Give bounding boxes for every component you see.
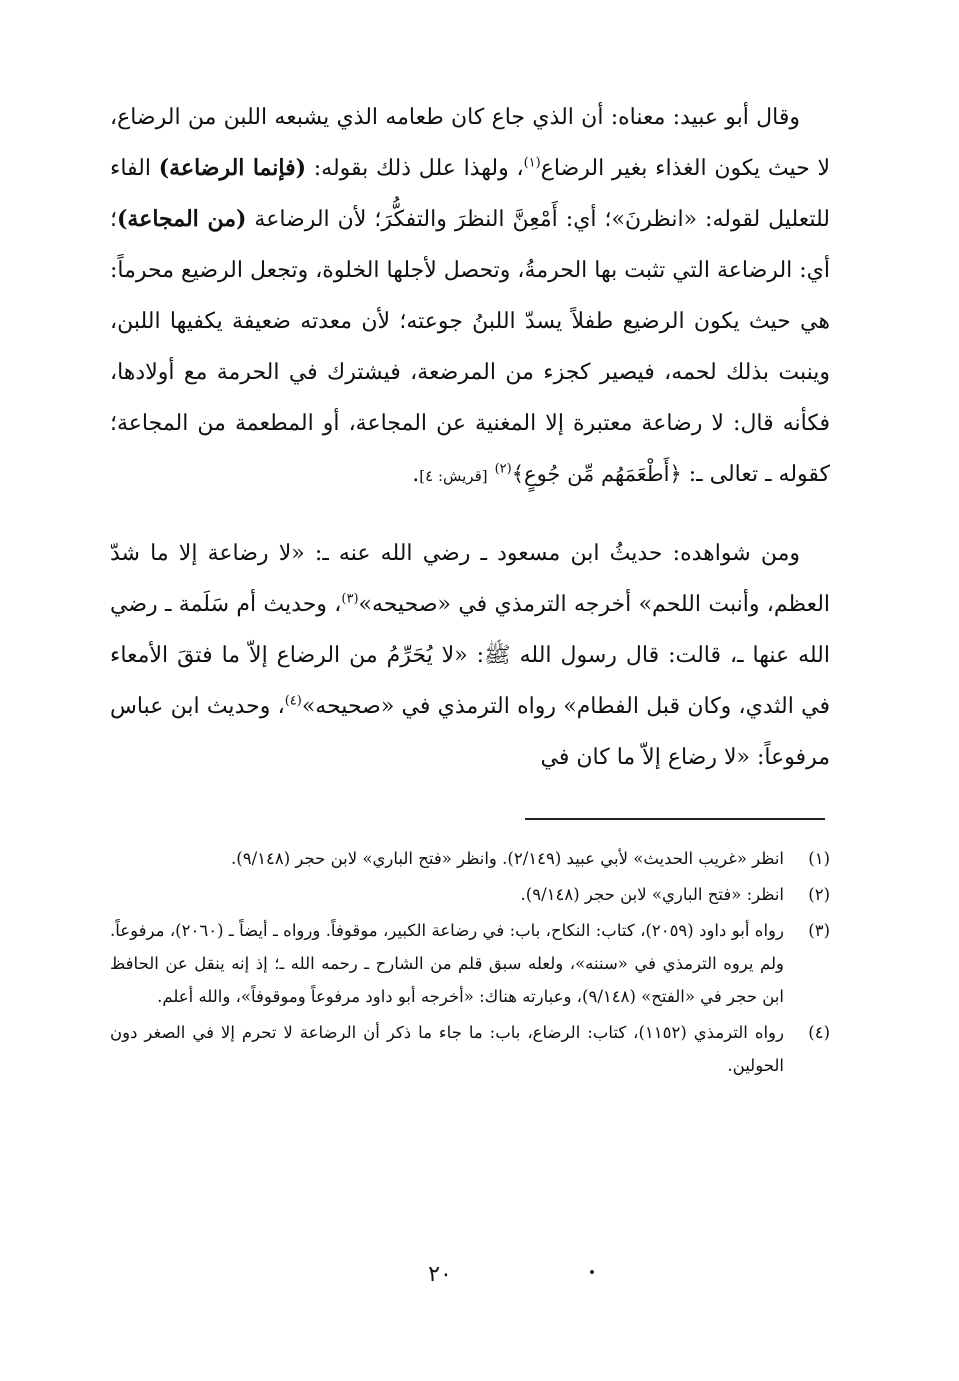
footnotes <box>110 842 830 1085</box>
paragraph-2 <box>110 528 830 783</box>
footnote-number: (٢) <box>808 885 830 904</box>
bold-term-1: (فإنما الرضاعة) <box>158 155 306 181</box>
footnote-2 <box>110 878 830 911</box>
p1-text-4: ؛ أي: الرضاعة التي تثبت بها الحرمةُ، وتحصل لأجلها الخلوة، وتجعل الرضيع محرماً: هي حيث يكون الرضيع طفلاً يسدّ اللبنُ جوعته؛ لأن معدته ضعيفة يكفيها اللبن، وينبت بذلك لحمه، فيصير كجزء من المرضعة، فيشترك في الحرمة مع أولادها، فكأنه قال: لا رضاعة معتبرة إلا المغنية عن المجاعة، أو المطعمة من المجاعة؛ كقوله ـ تعالى ـ: <box>109 207 830 487</box>
main-text <box>110 92 830 783</box>
footnote-divider <box>525 818 825 820</box>
footnote-text: رواه الترمذي (١١٥٢)، كتاب: الرضاع، باب: ما جاء ما ذكر أن الرضاعة لا تحرم إلا في الصغر دون الحولين. <box>110 1023 784 1075</box>
scan-dot-mark <box>590 1270 594 1274</box>
p2-text-2: ، وحديث أم سَلَمة ـ رضي الله عنها ـ، قالت: قال رسول الله ﷺ: «لا يُحَرِّمُ من الرضاع إلاّ ما فتقَ الأمعاء في الثدي، وكان قبل الفطام» رواه الترمذي في «صحيحه» <box>110 592 830 719</box>
footnote-text: انظر «غريب الحديث» لأبي عبيد (٢/١٤٩). وانظر «فتح الباري» لابن حجر (٩/١٤٨). <box>231 849 784 868</box>
footnote-ref-1: (١) <box>523 155 541 171</box>
p2-text-3: ، وحديث ابن عباس مرفوعاً: «لا رضاع إلاّ ما كان في <box>110 694 830 770</box>
footnote-ref-4: (٤) <box>284 693 302 709</box>
quran-verse: ﴿أَطْعَمَهُم مِّن جُوعٍ﴾ <box>511 462 682 486</box>
p1-text-1: وقال أبو عبيد: معناه: أن الذي جاع كان طعامه الذي يشبعه اللبن من الرضاع، لا حيث يكون الغذاء بغير الرضاع <box>110 105 831 181</box>
page-number: ٢٠ <box>428 1262 452 1287</box>
p1-text-3: الفاء للتعليل لقوله: «انظرنَ»؛ أي: أَمْعِنَّ النظرَ والتفكُّرَ؛ لأن الرضاعة <box>110 156 830 232</box>
p1-end: . <box>412 462 420 487</box>
footnote-ref-3: (٣) <box>341 591 359 607</box>
footnote-number: (١) <box>808 849 830 868</box>
footnote-number: (٤) <box>808 1023 830 1042</box>
footnote-ref-2: (٢) <box>494 461 512 477</box>
footnote-text: انظر: «فتح الباري» لابن حجر (٩/١٤٨). <box>520 885 784 904</box>
footnote-text: رواه أبو داود (٢٠٥٩)، كتاب: النكاح، باب: في رضاعة الكبير، موقوفاً. ورواه ـ أيضاً ـ (٢٠٦٠)، مرفوعاً. ولم يروه الترمذي في «سننه»، ولعله سبق قلم من الشارح ـ رحمه الله ـ؛ إذ إنه ينقل عن الحافظ ابن حجر في «الفتح» (٩/١٤٨)، وعبارته هناك: «أخرجه أبو داود مرفوعاً وموقوفاً»، والله أعلم. <box>110 921 784 1006</box>
verse-reference: [قريش: ٤] <box>419 467 488 485</box>
bold-term-2: (من المجاعة) <box>117 206 247 232</box>
footnote-4 <box>110 1016 830 1082</box>
p2-text-1: ومن شواهده: حديثُ ابن مسعود ـ رضي الله عنه ـ: «لا رضاعة إلا ما شدّ العظم، وأنبت اللحم» أخرجه الترمذي في «صحيحه» <box>110 541 831 617</box>
p1-text-2: ، ولهذا علل ذلك بقوله: <box>313 156 524 181</box>
paragraph-1 <box>110 92 830 502</box>
footnote-3 <box>110 914 830 1013</box>
footnote-number: (٣) <box>808 921 830 940</box>
footnote-1 <box>110 842 830 875</box>
